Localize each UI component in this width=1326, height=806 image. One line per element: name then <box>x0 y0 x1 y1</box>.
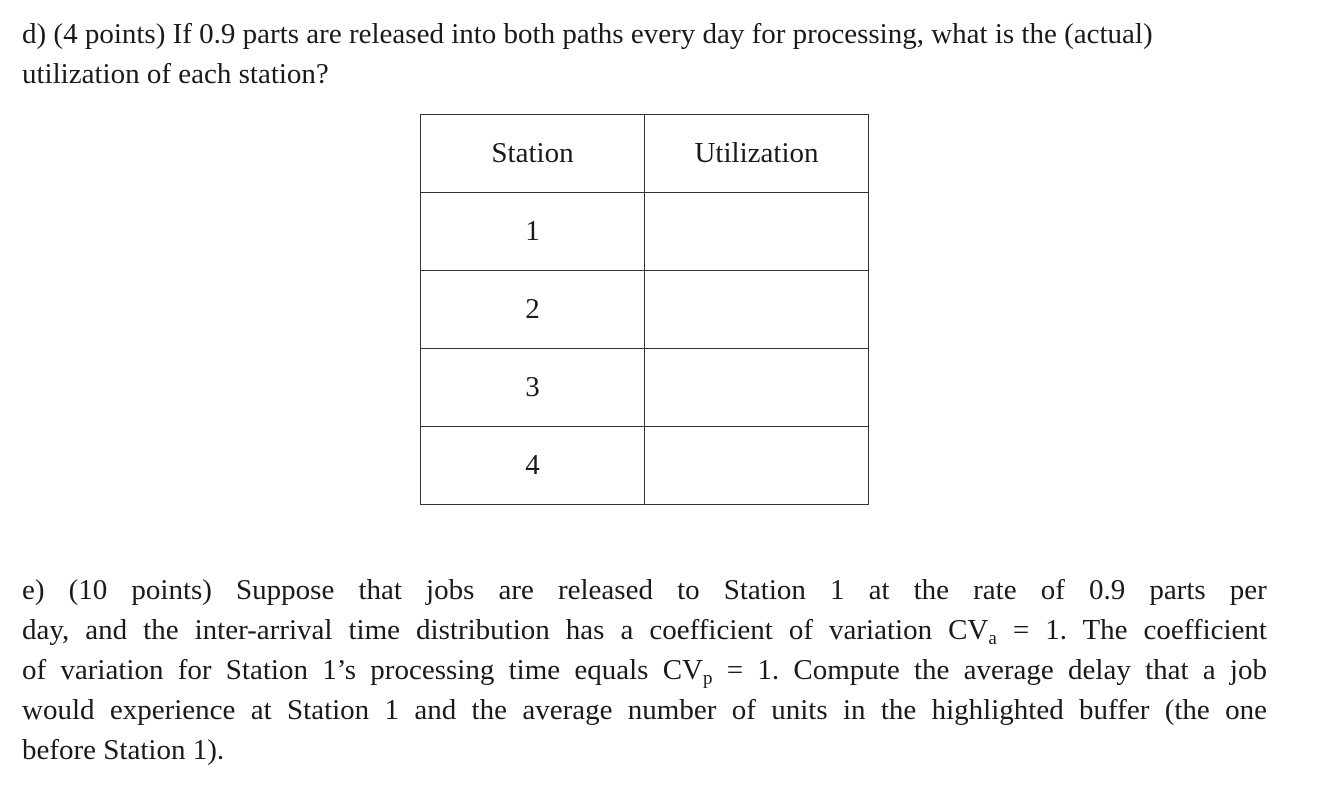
question-e-line-1-word: (10 <box>68 574 108 606</box>
cv-p-subscript: p <box>703 668 713 689</box>
question-e-line-1-word: the <box>913 574 950 606</box>
question-e-line-1-word: are <box>498 574 534 606</box>
question-e-line-1-word: that <box>358 574 402 606</box>
question-e-line-1-word: 1 <box>829 574 845 606</box>
utilization-cell[interactable] <box>645 271 869 349</box>
table-row <box>421 193 869 271</box>
question-e-line-1-word: parts <box>1149 574 1206 606</box>
station-column-header: Station <box>421 115 645 193</box>
question-e-line-1-word: to <box>677 574 700 606</box>
table-row <box>421 427 869 505</box>
utilization-table <box>420 114 869 505</box>
question-e-line-2-post: = 1. The coefficient <box>996 614 1267 646</box>
utilization-cell[interactable] <box>645 349 869 427</box>
question-e-line-1-word: jobs <box>426 574 475 606</box>
question-e-line-1-word: rate <box>973 574 1017 606</box>
question-e-line-4-text: would experience at Station 1 and the average number of units in the highlighted buffer (the one <box>22 694 1267 726</box>
question-e-line-2-text <box>22 610 1267 650</box>
question-e-line-1-word: e) <box>22 574 45 606</box>
question-e-line-1-word: Station <box>723 574 806 606</box>
table-header-row <box>421 115 869 193</box>
utilization-cell[interactable] <box>645 193 869 271</box>
question-d-line-1: d) (4 points) If 0.9 parts are released into both paths every day for processing, what is the (actual) <box>22 18 1153 50</box>
station-cell: 3 <box>421 349 645 427</box>
question-e-line-1-word: points) <box>131 574 212 606</box>
question-e <box>22 570 1267 770</box>
question-d-line-2: utilization of each station? <box>22 58 329 90</box>
station-cell: 1 <box>421 193 645 271</box>
question-e-line-1-word: Suppose <box>236 574 335 606</box>
question-e-line-3 <box>22 650 1267 690</box>
question-e-line-3-pre: of variation for Station 1’s processing time equals CV <box>22 654 704 686</box>
question-d <box>22 14 1272 94</box>
question-e-line-2-pre: day, and the inter-arrival time distribution has a coefficient of variation CV <box>22 614 989 646</box>
question-e-line-4 <box>22 690 1267 730</box>
station-cell: 2 <box>421 271 645 349</box>
question-e-line-3-text <box>22 650 1267 690</box>
table-row <box>421 349 869 427</box>
cv-a-subscript: a <box>988 628 997 649</box>
question-e-line-1-word: of <box>1040 574 1065 606</box>
question-e-line-1-word: released <box>557 574 653 606</box>
question-e-line-1-word: at <box>868 574 890 606</box>
question-e-line-1-word: 0.9 <box>1088 574 1126 606</box>
question-e-line-5: before Station 1). <box>22 734 225 766</box>
station-cell: 4 <box>421 427 645 505</box>
question-e-line-2 <box>22 610 1267 650</box>
utilization-cell[interactable] <box>645 427 869 505</box>
question-e-line-3-post: = 1. Compute the average delay that a job <box>712 654 1267 686</box>
question-e-line-1 <box>22 570 1267 610</box>
question-e-line-1-word: per <box>1229 574 1267 606</box>
utilization-column-header: Utilization <box>645 115 869 193</box>
table-row <box>421 271 869 349</box>
